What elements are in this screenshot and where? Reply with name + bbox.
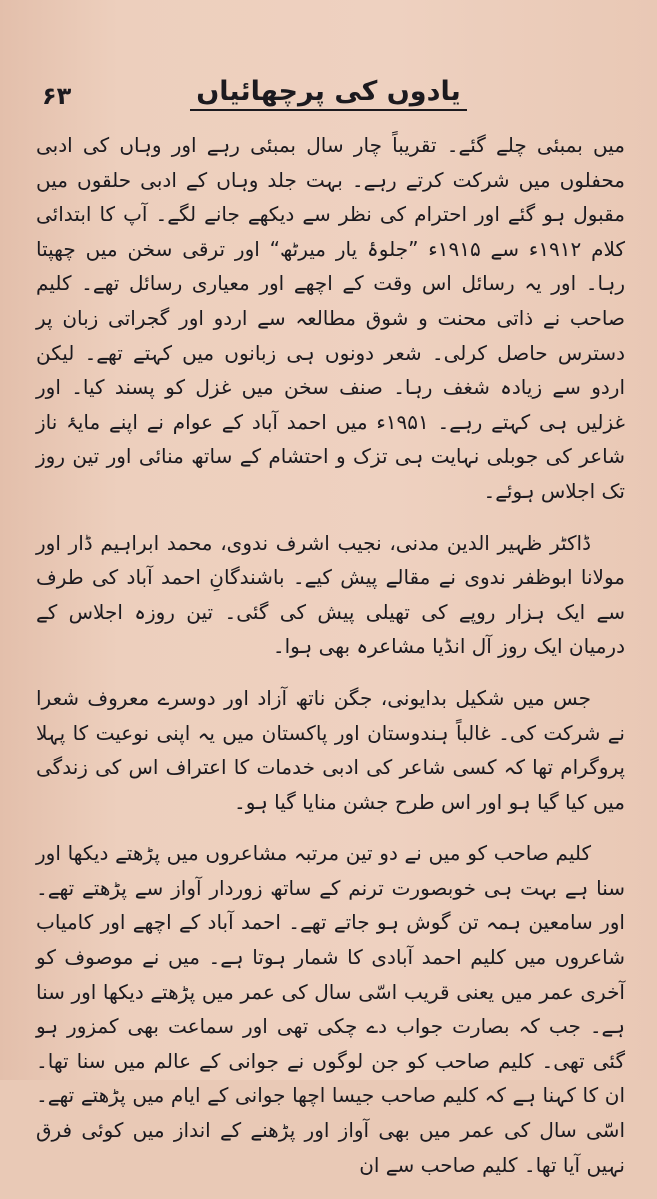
paragraph-1: میں بمبئی چلے گئے۔ تقریباً چار سال بمبئی رہے اور وہاں کی ادبی محفلوں میں شرکت کرتے رہے۔ بہت جلد وہاں کے ادبی حلقوں میں مقبول ہو گئے اور احترام کی نظر سے دیکھے جانے لگے۔ آپ کا ابتدائی کلام ۱۹۱۲ء سے ۱۹۱۵ء ”جلوۂ یار میرٹھ“ اور ترقی سخن میں چھپتا رہا۔ اور یہ رسائل اس وقت کے اچھے اور معیاری رسائل تھے۔ کلیم صاحب نے ذاتی محنت و شوق مطالعہ سے اردو اور گجراتی زبان پر دسترس حاصل کرلی۔ شعر دونوں ہی زبانوں میں کہتے تھے۔ لیکن اردو سے زیادہ شغف رہا۔ صنف سخن میں غزل کو پسند کیا۔ اور غزلیں ہی کہتے رہے۔ ۱۹۵۱ء میں احمد آباد کے عوام نے اپنے مایۂ ناز شاعر کی جوبلی نہایت ہی تزک و احتشام کے ساتھ منائی اور تین روز تک اجلاس ہوئے۔ <box>36 133 625 503</box>
page-number: ۶۳ <box>42 82 72 110</box>
paragraph-3: جس میں شکیل بدایونی، جگن ناتھ آزاد اور دوسرے معروف شعرا نے شرکت کی۔ غالباً ہندوستان اور پاکستان میں یہ اپنی نوعیت کا پہلا پروگرام تھا کہ کسی شاعر کی ادبی خدمات کا اعتراف اس کی زندگی میں کیا گیا ہو اور اس طرح جشن منایا گیا ہو۔ <box>36 685 625 814</box>
paragraph-2: ڈاکٹر ظہیر الدین مدنی، نجیب اشرف ندوی، محمد ابراہیم ڈار اور مولانا ابوظفر ندوی نے مقالے پیش کیے۔ باشندگانِ احمد آباد کی طرف سے ایک ہزار روپے کی تھیلی پیش کی گئی۔ تین روزہ اجلاس کے درمیان ایک روز آل انڈیا مشاعرہ بھی ہوا۔ <box>36 530 625 659</box>
body-text <box>36 128 625 1199</box>
running-title <box>0 76 657 107</box>
paragraph-4: کلیم صاحب کو میں نے دو تین مرتبہ مشاعروں میں پڑھتے دیکھا اور سنا ہے بہت ہی خوبصورت ترنم کے ساتھ زوردار آواز سے پڑھتے تھے۔ اور سامعین ہمہ تن گوش ہو جاتے تھے۔ احمد آباد کے اچھے اور کامیاب شاعروں میں کلیم احمد آبادی کا شمار ہوتا ہے۔ میں نے موصوف کو آخری عمر میں یعنی قریب اسّی سال کی عمر میں پڑھتے دیکھا اور سنا ہے۔ جب کہ بصارت جواب دے چکی تھی اور سماعت بھی کمزور ہو گئی تھی۔ کلیم صاحب کو جن لوگوں نے جوانی کے عالم میں سنا تھا۔ ان کا کہنا ہے کہ کلیم صاحب جیسا اچھا جوانی کے ایام میں پڑھتے تھے۔ اسّی سال کی عمر میں بھی آواز اور پڑھنے کے انداز میں کوئی فرق نہیں آیا تھا۔ کلیم صاحب سے ان <box>36 841 625 1177</box>
running-title-text: یادوں کی پرچھائیاں <box>190 76 466 111</box>
